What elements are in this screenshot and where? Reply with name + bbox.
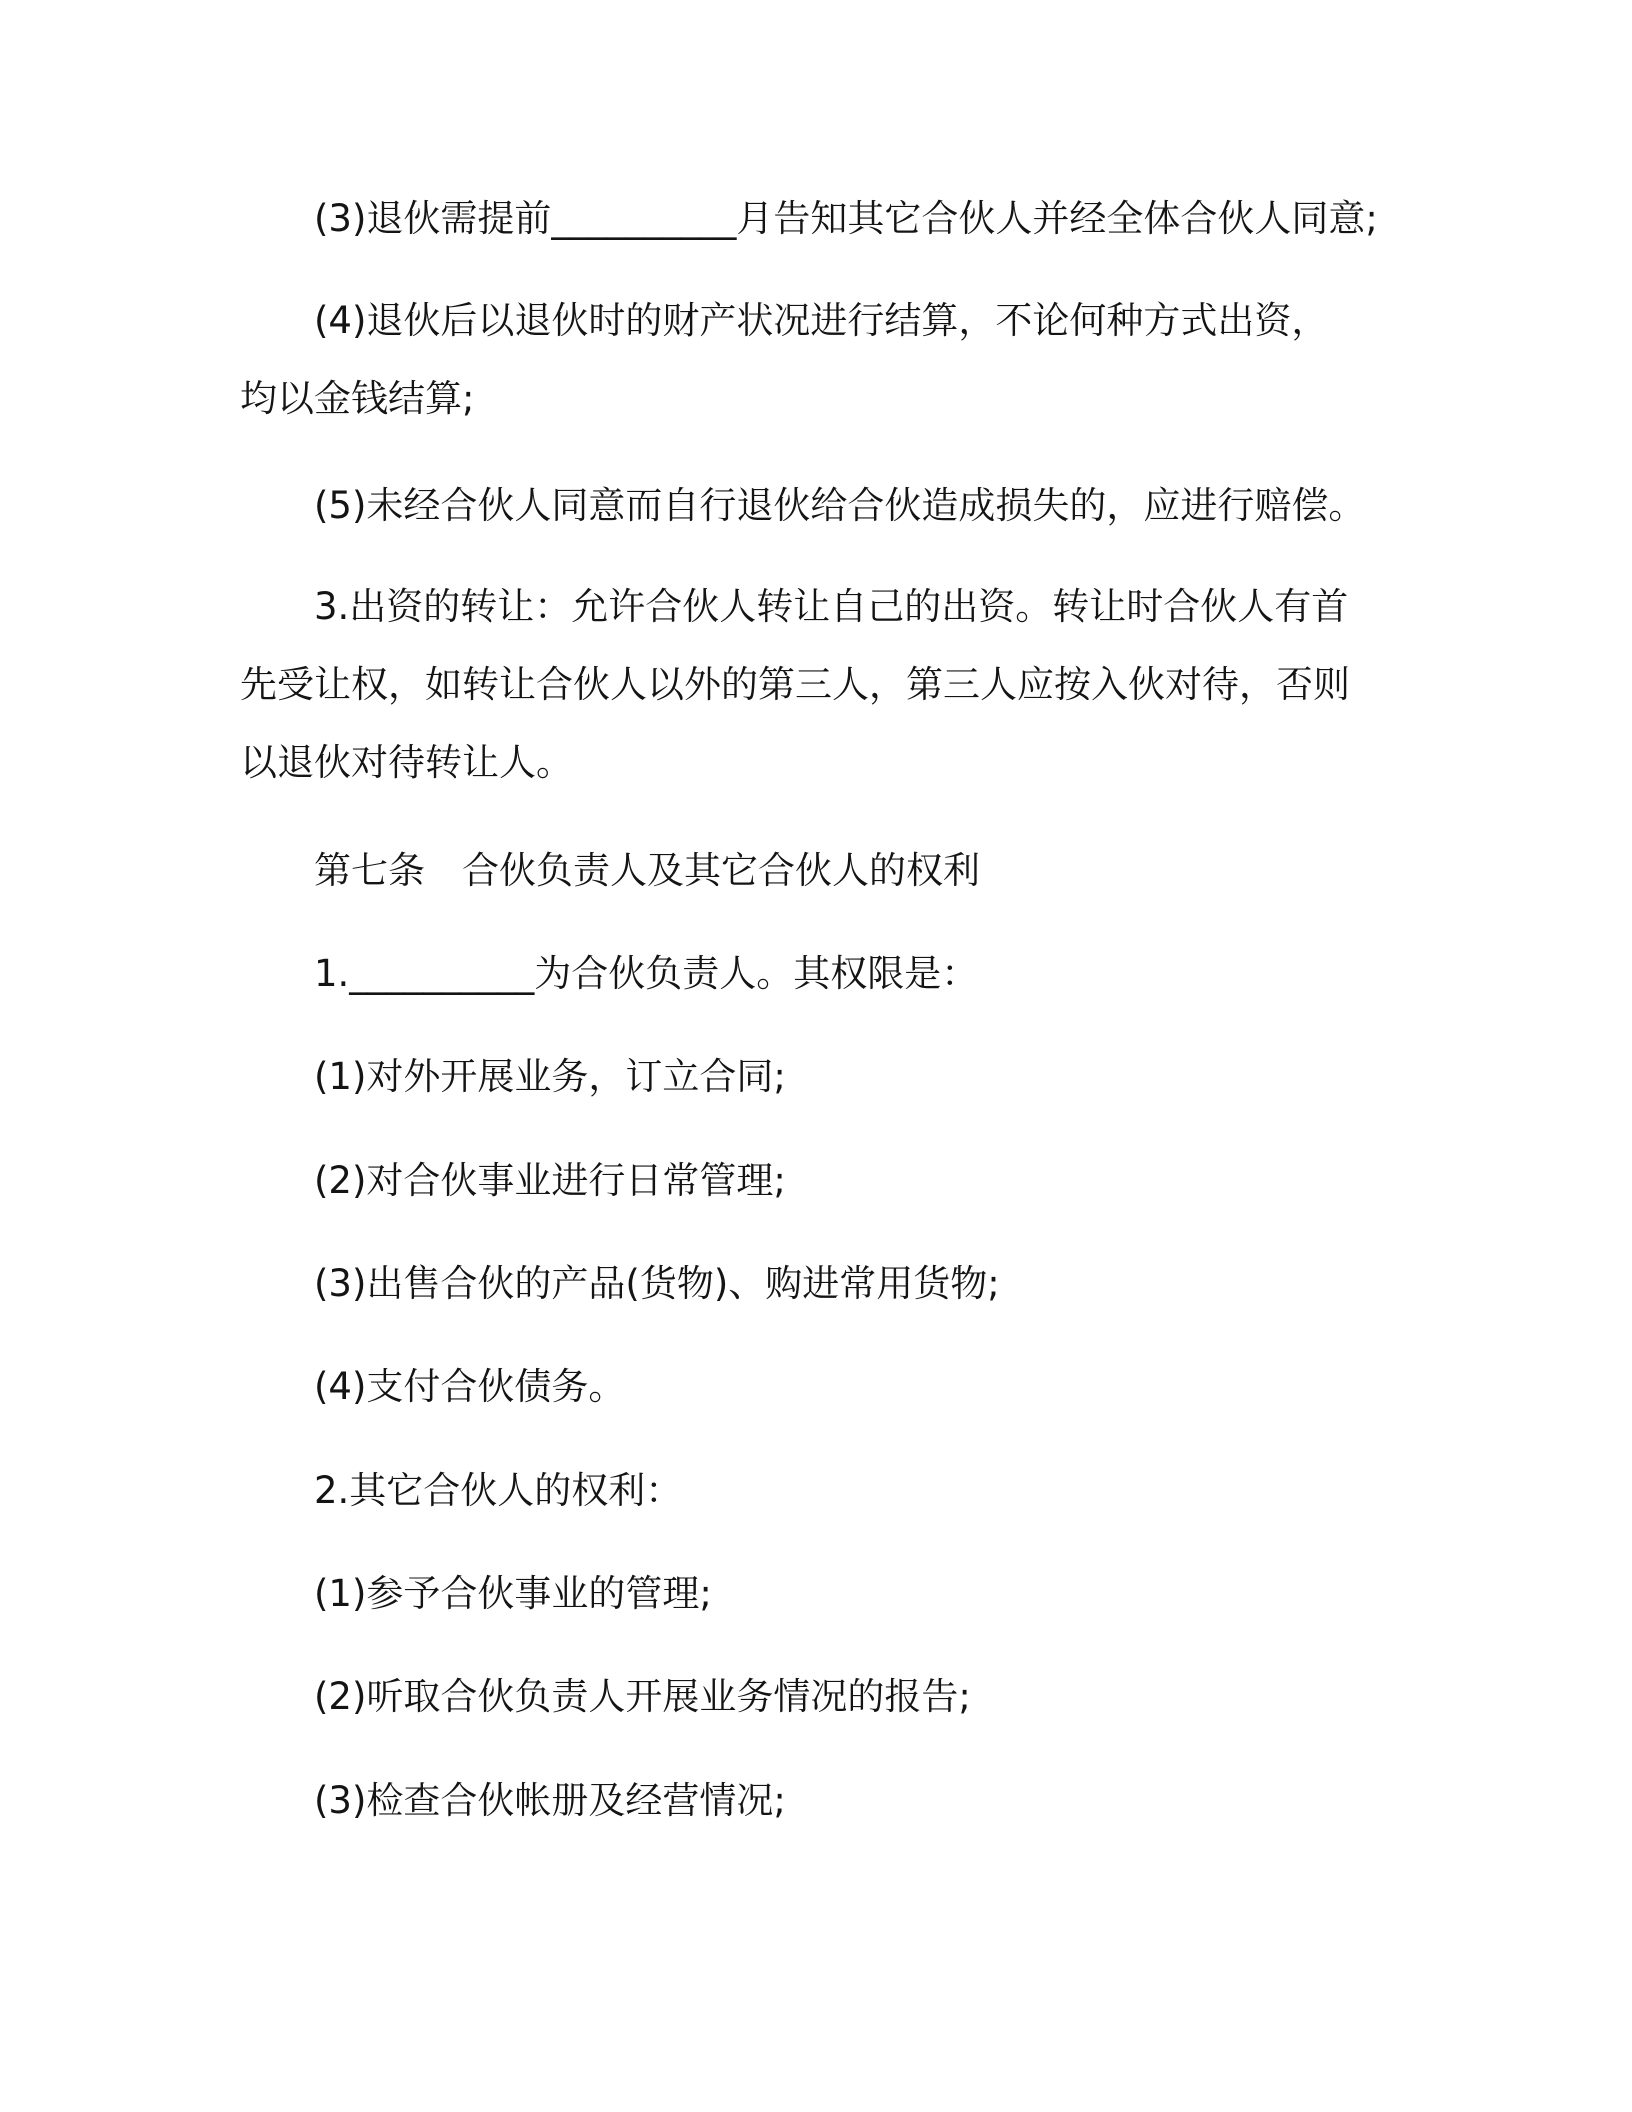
paragraph-withdrawal-compensation: (5)未经合伙人同意而自行退伙给合伙造成损失的，应进行赔偿。: [314, 484, 1366, 527]
list-item: (2)对合伙事业进行日常管理;: [314, 1159, 786, 1202]
list-item: (3)出售合伙的产品(货物)、购进常用货物;: [314, 1262, 1000, 1305]
paragraph-capital-transfer: 3.出资的转让：允许合伙人转让自己的出资。转让时合伙人有首先受让权，如转让合伙人以外的第三人，第三人应按入伙对待，否则以退伙对待转让人。: [240, 585, 1350, 784]
list-item: (1)对外开展业务，订立合同;: [314, 1055, 786, 1098]
list-item: (2)听取合伙负责人开展业务情况的报告;: [314, 1675, 971, 1718]
article-seven-heading: 第七条 合伙负责人及其它合伙人的权利: [314, 849, 980, 892]
list-item: (4)支付合伙债务。: [314, 1365, 626, 1408]
list-item: (3)检查合伙帐册及经营情况;: [314, 1779, 786, 1822]
paragraph-other-partners-rights: 2.其它合伙人的权利：: [314, 1469, 683, 1512]
paragraph-withdrawal-settlement: (4)退伙后以退伙时的财产状况进行结算，不论何种方式出资，均以金钱结算;: [240, 299, 1329, 420]
list-item: (1)参予合伙事业的管理;: [314, 1572, 712, 1615]
paragraph-partnership-leader: 1.__________为合伙负责人。其权限是：: [314, 952, 979, 995]
paragraph-withdrawal-notice: (3)退伙需提前__________月告知其它合伙人并经全体合伙人同意;: [314, 197, 1378, 240]
